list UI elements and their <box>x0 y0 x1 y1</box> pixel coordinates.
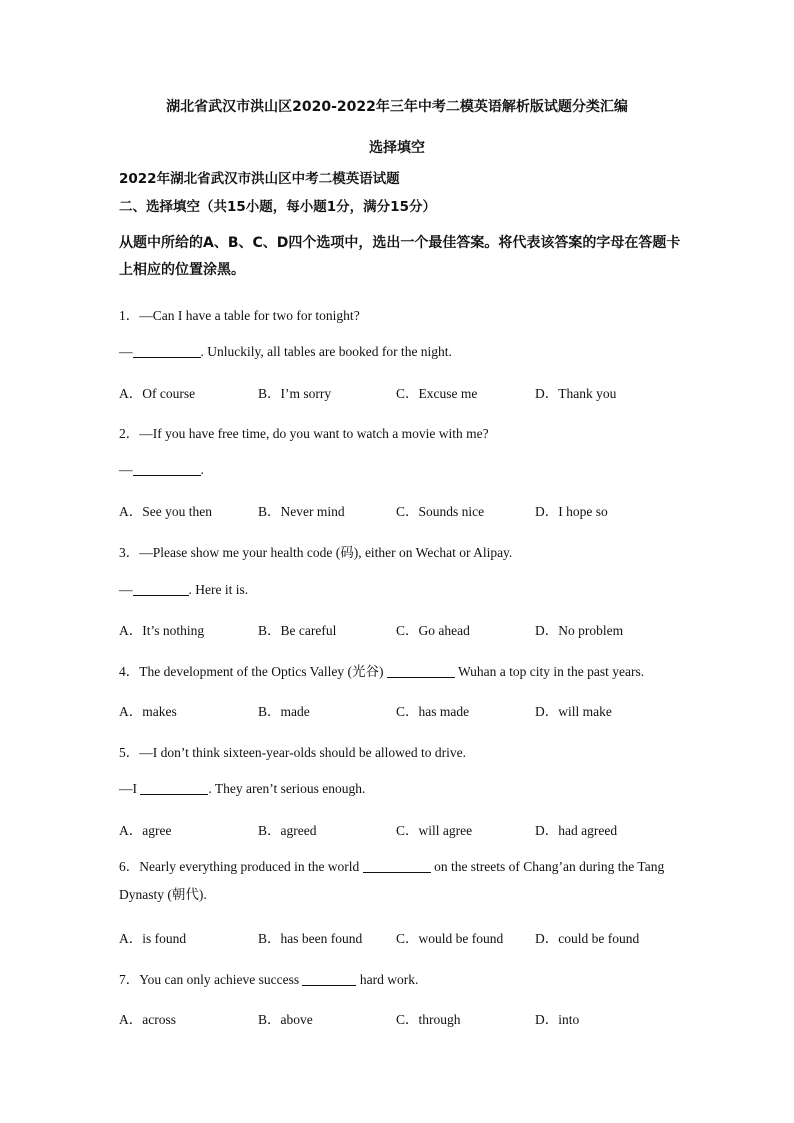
question-1-option-d: D．Thank you <box>535 386 617 401</box>
question-4-option-b: B．made <box>258 704 310 719</box>
question-6-option-b: B．has been found <box>258 931 363 946</box>
question-4-stem: 4．The development of the Optics Valley (光谷) Wuhan a top city in the past years. <box>119 664 645 679</box>
answer-blank <box>387 663 455 678</box>
question-5-option-b: B．agreed <box>258 823 317 838</box>
instruction-text: 从题中所给的A、B、C、D四个选项中，选出一个最佳答案。将代表该答案的字母在答题卡上相应的位置涂黑。 <box>119 235 681 278</box>
question-7-option-c: C．through <box>396 1012 461 1027</box>
answer-blank <box>133 461 201 476</box>
question-3-option-c: C．Go ahead <box>396 623 470 638</box>
question-4-option-c: C．has made <box>396 704 470 719</box>
document-subtitle: 选择填空 <box>369 140 425 156</box>
question-4-option-a: A．makes <box>119 704 177 719</box>
question-3-option-d: D．No problem <box>535 623 624 638</box>
question-6-option-c: C．would be found <box>396 931 504 946</box>
question-2-option-b: B．Never mind <box>258 504 345 519</box>
question-7-stem: 7．You can only achieve success hard work. <box>119 972 419 987</box>
question-5-response: —I . They aren’t serious enough. <box>119 781 366 796</box>
question-1-option-a: A．Of course <box>119 386 196 401</box>
question-3-stem: 3．—Please show me your health code (码), either on Wechat or Alipay. <box>119 545 513 560</box>
answer-blank <box>133 343 201 358</box>
question-1-response: — . Unluckily, all tables are booked for the night. <box>119 344 452 359</box>
question-5-option-d: D．had agreed <box>535 823 618 838</box>
answer-blank <box>140 780 208 795</box>
answer-blank <box>302 971 356 986</box>
section-header: 二、选择填空（共15小题，每小题1分，满分15分） <box>119 199 436 215</box>
answer-blank <box>133 581 189 596</box>
question-1-stem: 1．—Can I have a table for two for tonight? <box>119 308 360 323</box>
question-3-option-a: A．It’s nothing <box>119 623 205 638</box>
question-6-option-d: D．could be found <box>535 931 640 946</box>
question-2-stem: 2．—If you have free time, do you want to watch a movie with me? <box>119 426 489 441</box>
question-5-option-c: C．will agree <box>396 823 473 838</box>
question-6-option-a: A．is found <box>119 931 187 946</box>
question-7-option-b: B．above <box>258 1012 313 1027</box>
question-2-option-d: D．I hope so <box>535 504 608 519</box>
document-title: 湖北省武汉市洪山区2020-2022年三年中考二模英语解析版试题分类汇编 <box>166 99 628 115</box>
question-2-option-c: C．Sounds nice <box>396 504 485 519</box>
question-1-option-c: C．Excuse me <box>396 386 478 401</box>
question-3-response: — . Here it is. <box>119 582 249 597</box>
question-1-option-b: B．I’m sorry <box>258 386 332 401</box>
question-5-stem: 5．—I don’t think sixteen-year-olds should be allowed to drive. <box>119 745 467 760</box>
answer-blank <box>363 858 431 873</box>
question-5-option-a: A．agree <box>119 823 172 838</box>
question-4-option-d: D．will make <box>535 704 612 719</box>
question-6-stem: 6．Nearly everything produced in the world on the streets of Chang’an during the Tang Dynasty (朝代). <box>119 859 665 902</box>
question-3-option-b: B．Be careful <box>258 623 337 638</box>
question-7-option-a: A．across <box>119 1012 176 1027</box>
question-2-option-a: A．See you then <box>119 504 212 519</box>
exam-title: 2022年湖北省武汉市洪山区中考二模英语试题 <box>119 171 400 187</box>
question-2-response: — . <box>119 462 204 477</box>
question-7-option-d: D．into <box>535 1012 580 1027</box>
